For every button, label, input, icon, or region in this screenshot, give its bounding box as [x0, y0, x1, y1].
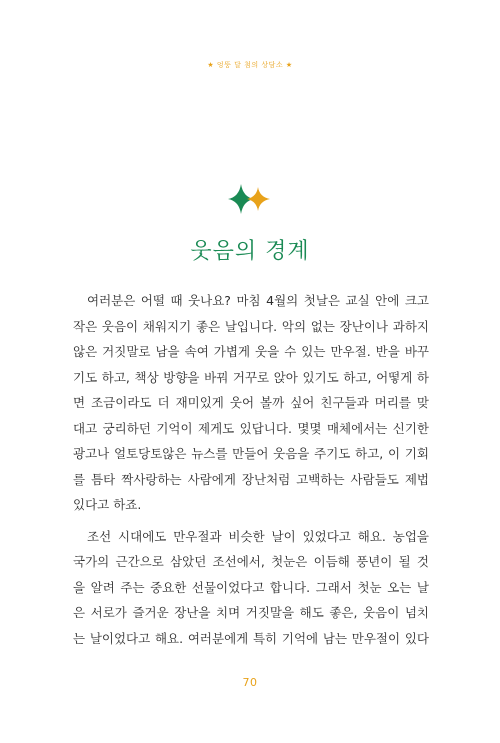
text-line: 을 알려 주는 중요한 선물이었다고 합니다. 그래서 첫눈 오는 날	[73, 579, 429, 595]
right-star-icon: ★	[285, 61, 293, 69]
text-line: 여러분은 어떨 때 웃나요? 마침 4월의 첫날은 교실 안에 크고	[87, 293, 429, 308]
text-line: 작은 웃음이 채워지기 좋은 날입니다. 악의 없는 장난이나 과하지	[73, 318, 429, 334]
text-line: 있다고 하죠.	[73, 497, 142, 512]
text-line: 는 날이었다고 해요. 여러분에게 특히 기억에 남는 만우절이 있다	[73, 630, 429, 646]
text-line: 광고나 얼토당토않은 뉴스를 만들어 웃음을 주기도 하고, 이 기회	[73, 446, 429, 461]
text-line: 조선 시대에도 만우절과 비슷한 날이 있었다고 해요. 농업을	[87, 528, 429, 544]
text-line: 면 조금이라도 더 재미있게 웃어 볼까 싶어 친구들과 머리를 맞	[73, 395, 429, 410]
text-line: 기도 하고, 책상 방향을 바꿔 거꾸로 앉아 있기도 하고, 어떻게 하	[73, 369, 429, 385]
paragraph-2	[73, 524, 429, 652]
running-header-title: 엉뚱 달 첨의 상담소	[216, 61, 284, 69]
orange-sparkle-icon	[247, 187, 270, 211]
chapter-title: 웃음의 경계	[190, 239, 310, 264]
page-number: 70	[242, 676, 258, 689]
text-line: 않은 거짓말로 남을 속여 가볍게 웃을 수 있는 만우절. 반을 바꾸	[73, 344, 429, 359]
left-star-icon: ★	[207, 61, 215, 69]
text-line: 은 서로가 즐거운 장난을 치며 거짓말을 해도 좋은, 웃음이 넘치	[73, 605, 429, 620]
text-line: 대고 궁리하던 기억이 제게도 있답니다. 몇몇 매체에서는 신기한	[73, 420, 429, 436]
twin-sparkle-stars-icon	[226, 182, 272, 216]
running-header	[0, 60, 500, 70]
paragraph-1	[73, 288, 429, 518]
text-line: 를 틈타 짝사랑하는 사람에게 장난처럼 고백하는 사람들도 제법	[73, 471, 429, 487]
body-text	[73, 288, 429, 651]
text-line: 국가의 근간으로 삼았던 조선에서, 첫눈은 이듬해 풍년이 될 것	[73, 554, 429, 569]
